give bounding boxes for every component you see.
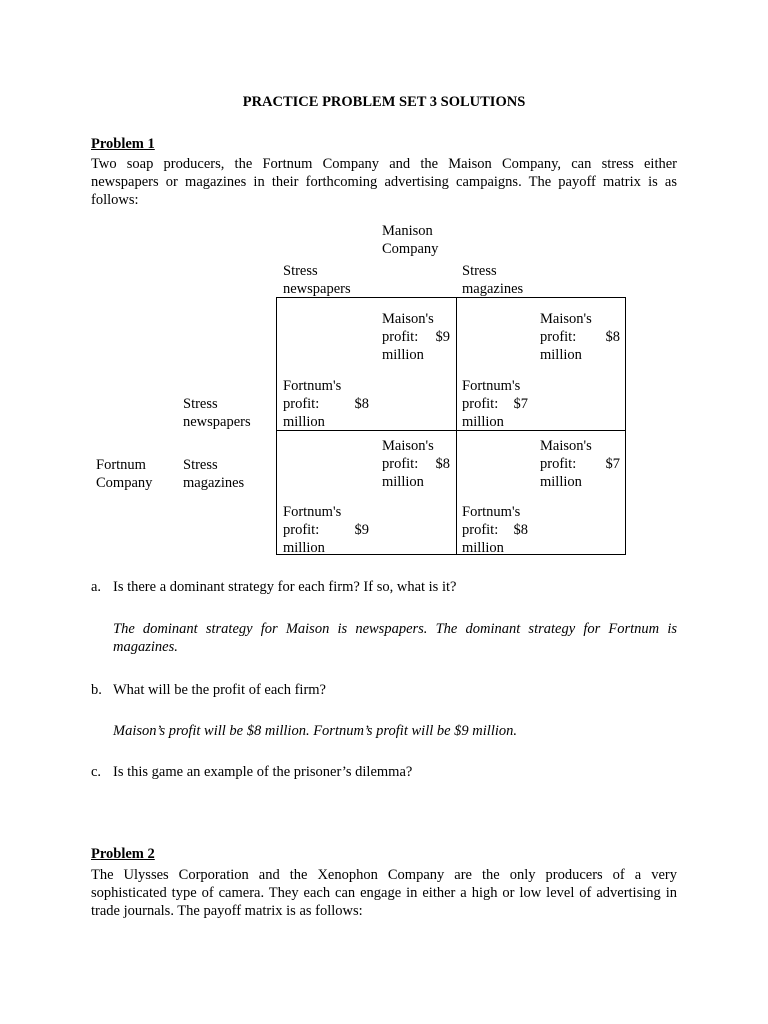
payoff-line (540, 455, 620, 473)
answer-b (113, 722, 677, 740)
problem-1-intro (91, 155, 677, 209)
cell-r2c1-maison-payoff (382, 437, 450, 491)
payoff-unit: million (283, 414, 325, 430)
column-strategy-newspapers (283, 262, 351, 298)
row-player-label (96, 456, 152, 492)
intro-line: follows: (91, 192, 139, 208)
question-text: What will be the profit of each firm? (113, 682, 326, 698)
payoff-unit: million (540, 474, 582, 490)
column-player-line: Company (382, 241, 439, 257)
payoff-name: Fortnum's (283, 378, 342, 394)
strategy-line: Stress (183, 396, 218, 412)
payoff-label: profit: (540, 456, 577, 472)
payoff-line (283, 395, 369, 413)
payoff-label: profit: (462, 396, 499, 412)
intro-line: trade journals. The payoff matrix is as follows: (91, 903, 363, 919)
payoff-line (462, 521, 528, 539)
question-letter: c. (91, 764, 102, 780)
intro-line: newspapers or magazines in their forthcoming advertising campaigns. The payoff matrix is as (91, 174, 677, 190)
question-text: Is this game an example of the prisoner’s dilemma? (113, 764, 413, 780)
payoff-unit: million (462, 540, 504, 556)
cell-r2c1-fortnum-payoff (283, 503, 369, 557)
payoff-value: $8 (435, 456, 450, 472)
column-player-line: Manison (382, 223, 433, 239)
payoff-line (540, 328, 620, 346)
payoff-value: $8 (354, 396, 369, 412)
strategy-line: newspapers (283, 281, 351, 297)
question-text: Is there a dominant strategy for each firm? If so, what is it? (113, 579, 457, 595)
payoff-value: $8 (513, 522, 528, 538)
row-player-line: Company (96, 475, 153, 491)
cell-r2c2-maison-payoff (540, 437, 620, 491)
payoff-unit: million (382, 474, 424, 490)
payoff-value: $7 (605, 456, 620, 472)
strategy-line: magazines (462, 281, 524, 297)
payoff-line (283, 521, 369, 539)
strategy-line: Stress (462, 263, 497, 279)
payoff-label: profit: (540, 329, 577, 345)
strategy-line: Stress (183, 457, 218, 473)
question-letter: a. (91, 579, 102, 595)
payoff-line (382, 455, 450, 473)
payoff-name: Maison's (540, 311, 592, 327)
cell-r2c2-fortnum-payoff (462, 503, 528, 557)
strategy-line: magazines (183, 475, 245, 491)
payoff-unit: million (283, 540, 325, 556)
payoff-value: $7 (513, 396, 528, 412)
column-player-label (382, 222, 438, 258)
row-player-line: Fortnum (96, 457, 146, 473)
payoff-name: Maison's (382, 438, 434, 454)
payoff-line (382, 328, 450, 346)
payoff-name: Fortnum's (283, 504, 342, 520)
cell-r1c2-maison-payoff (540, 310, 620, 364)
problem-2-intro (91, 866, 677, 920)
payoff-label: profit: (283, 396, 320, 412)
payoff-line (462, 395, 528, 413)
payoff-name: Fortnum's (462, 378, 521, 394)
payoff-value: $9 (354, 522, 369, 538)
problem-1-heading: Problem 1 (91, 136, 155, 152)
row-strategy-magazines (183, 456, 244, 492)
answer-line: Maison’s profit will be $8 million. Fortnum’s profit will be $9 million. (113, 723, 518, 739)
payoff-label: profit: (462, 522, 499, 538)
payoff-value: $9 (435, 329, 450, 345)
payoff-label: profit: (283, 522, 320, 538)
intro-line: sophisticated type of camera. They each can engage in either a high or low level of advertising in (91, 885, 677, 901)
problem-2-heading: Problem 2 (91, 846, 155, 862)
question-letter: b. (91, 682, 102, 698)
cell-r1c1-maison-payoff (382, 310, 450, 364)
payoff-name: Maison's (382, 311, 434, 327)
payoff-name: Fortnum's (462, 504, 521, 520)
payoff-unit: million (540, 347, 582, 363)
payoff-label: profit: (382, 329, 419, 345)
payoff-label: profit: (382, 456, 419, 472)
payoff-value: $8 (605, 329, 620, 345)
answer-line: magazines. (113, 639, 178, 655)
cell-r1c2-fortnum-payoff (462, 377, 528, 431)
payoff-unit: million (462, 414, 504, 430)
answer-a (113, 620, 677, 656)
answer-line: The dominant strategy for Maison is newspapers. The dominant strategy for Fortnum is (113, 621, 677, 637)
matrix-divider-vertical (456, 297, 457, 555)
page-title: PRACTICE PROBLEM SET 3 SOLUTIONS (242, 94, 526, 110)
column-strategy-magazines (462, 262, 523, 298)
intro-line: The Ulysses Corporation and the Xenophon Company are the only producers of a very (91, 867, 677, 883)
row-strategy-newspapers (183, 395, 251, 431)
intro-line: Two soap producers, the Fortnum Company and the Maison Company, can stress either (91, 156, 677, 172)
cell-r1c1-fortnum-payoff (283, 377, 369, 431)
payoff-name: Maison's (540, 438, 592, 454)
strategy-line: newspapers (183, 414, 251, 430)
payoff-unit: million (382, 347, 424, 363)
strategy-line: Stress (283, 263, 318, 279)
